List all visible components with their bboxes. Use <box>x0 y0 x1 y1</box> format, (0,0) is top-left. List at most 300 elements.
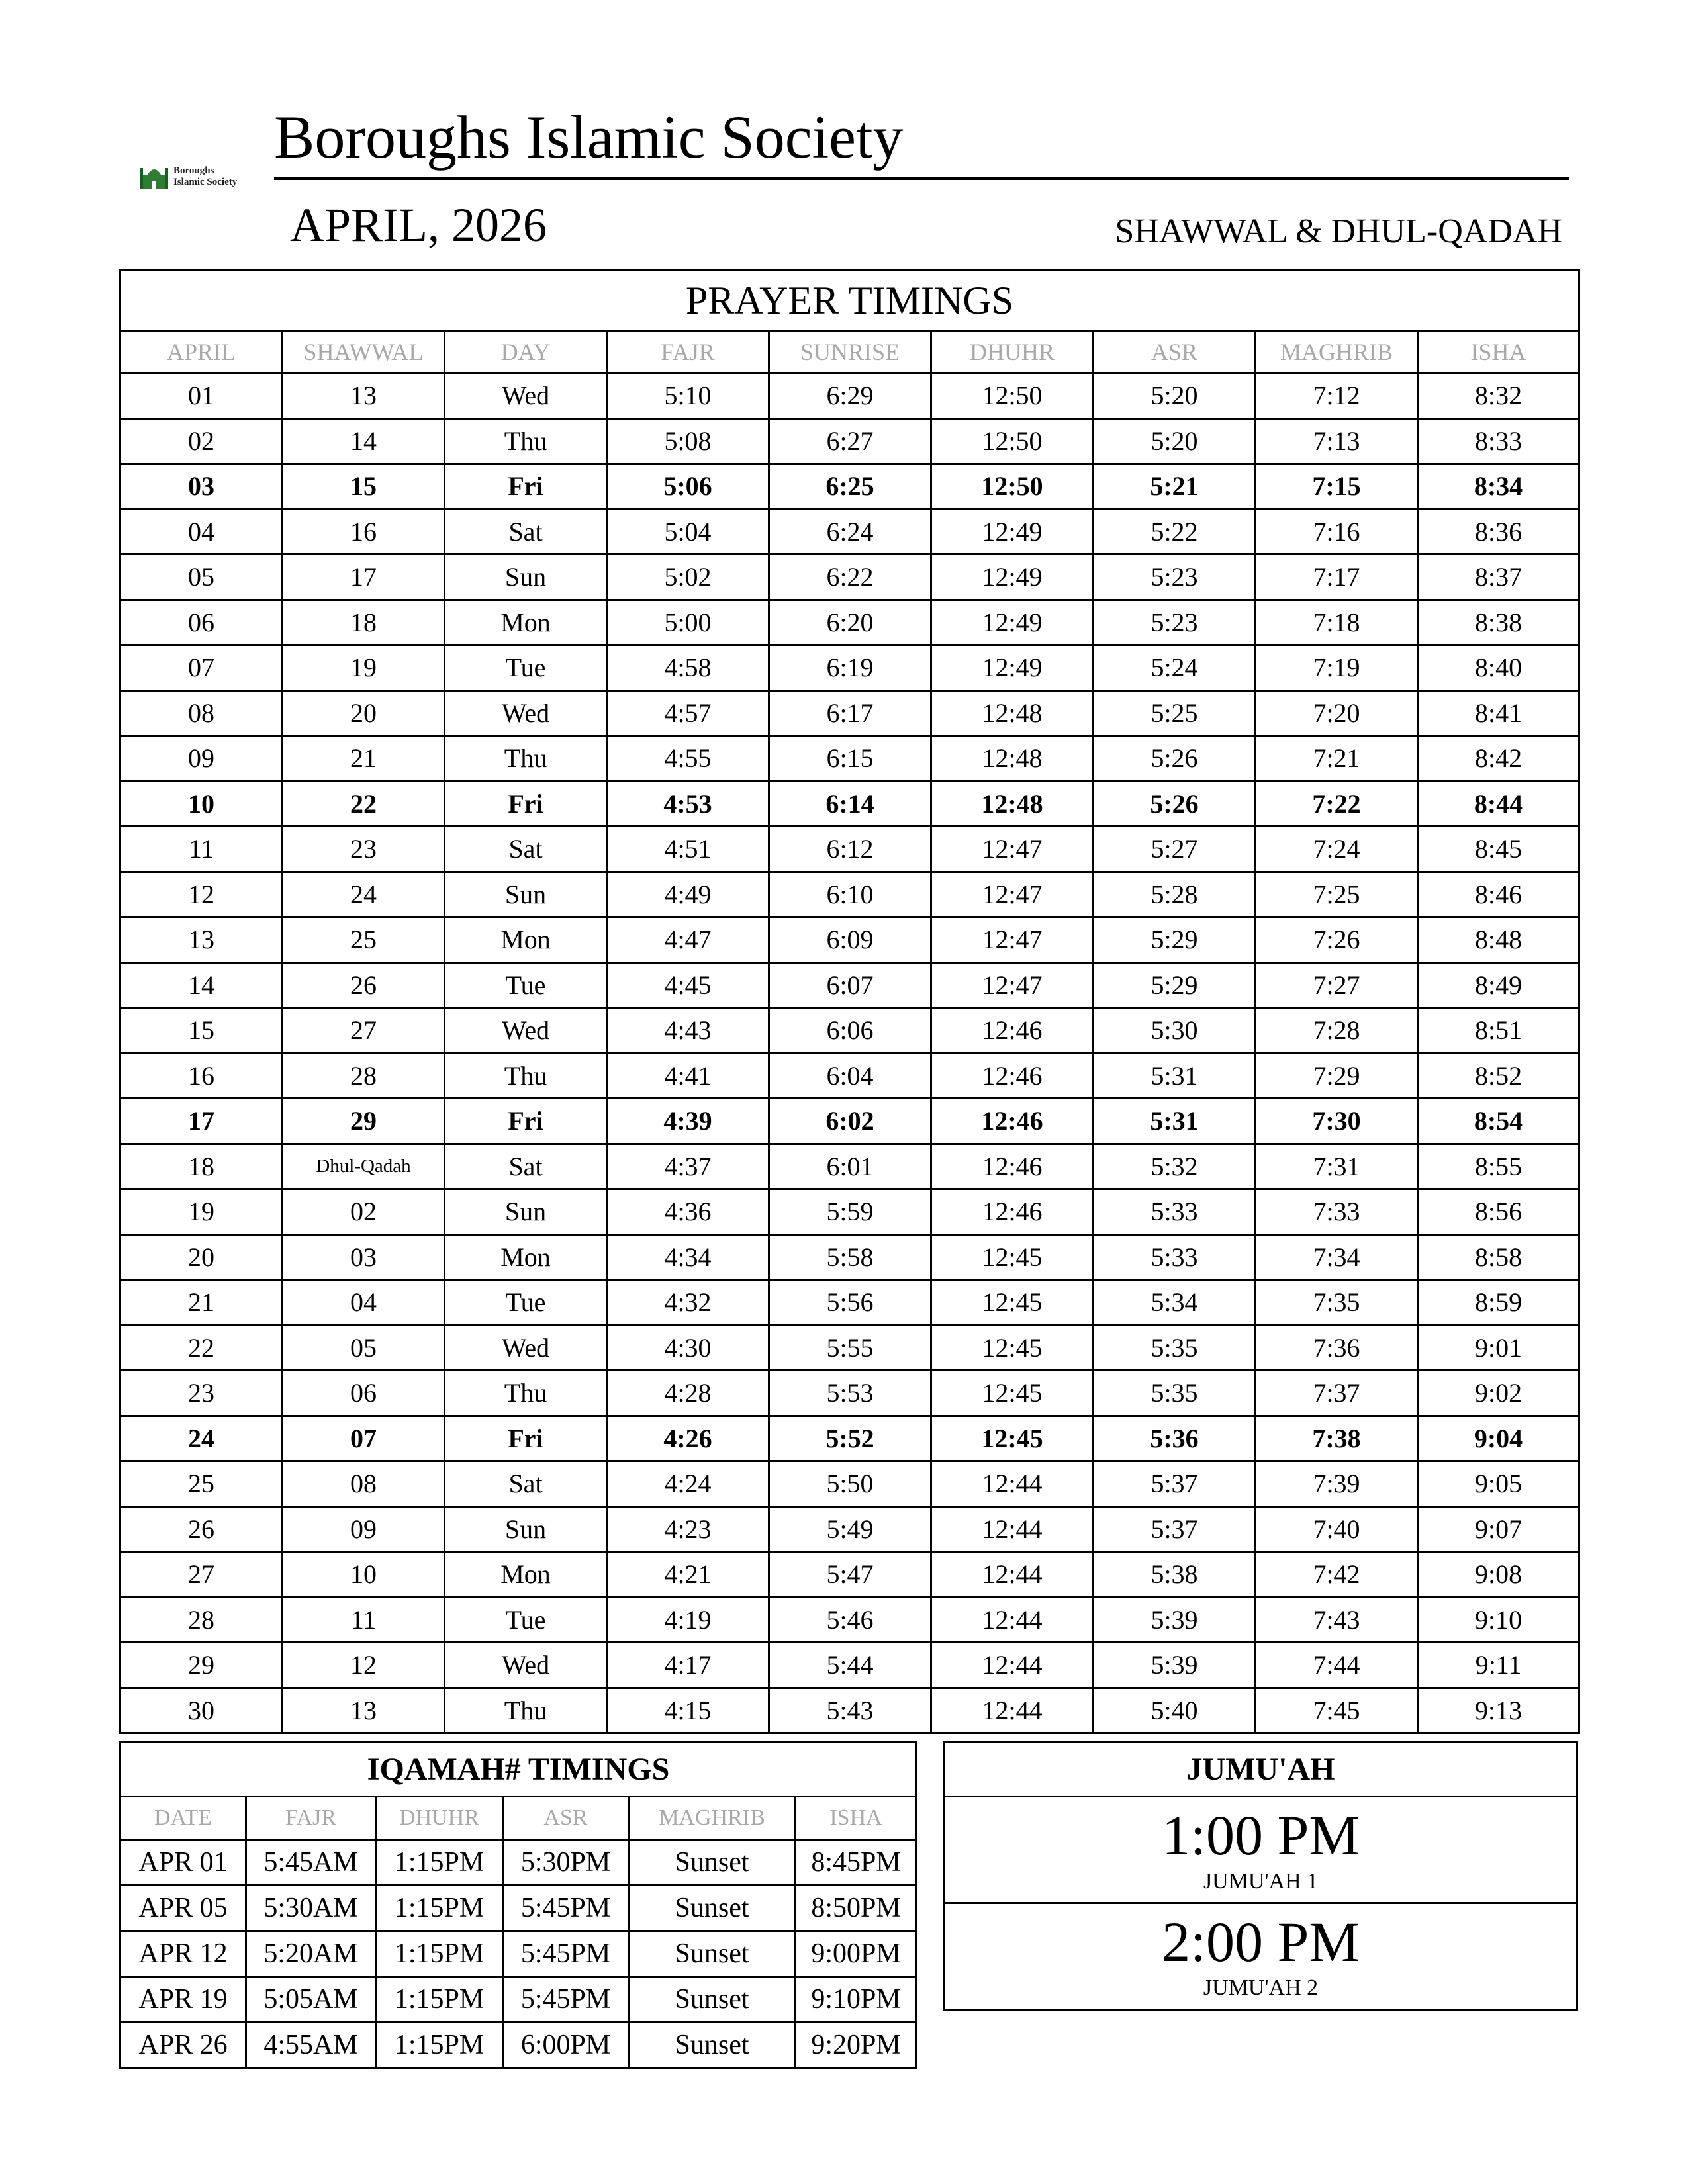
table-cell: 6:00PM <box>503 2023 629 2068</box>
table-cell: 5:47 <box>769 1552 931 1598</box>
table-cell: 08 <box>120 690 283 736</box>
table-cell: 6:01 <box>769 1144 931 1189</box>
table-cell: 03 <box>120 464 283 510</box>
table-cell: Thu <box>445 1688 607 1733</box>
table-cell: Sunset <box>629 1886 796 1931</box>
table-cell: Sunset <box>629 1977 796 2023</box>
table-cell: Sunset <box>629 2023 796 2068</box>
table-row <box>120 555 1579 600</box>
table-cell: 14 <box>120 962 283 1008</box>
table-cell: 27 <box>283 1008 445 1054</box>
table-row <box>120 1688 1579 1733</box>
society-logo <box>139 158 257 196</box>
table-cell: 4:37 <box>607 1144 769 1189</box>
table-cell: 6:02 <box>769 1099 931 1144</box>
table-cell: 5:46 <box>769 1597 931 1643</box>
table-cell: 5:32 <box>1094 1144 1256 1189</box>
table-cell: 20 <box>283 690 445 736</box>
table-cell: 4:19 <box>607 1597 769 1643</box>
table-cell: 12:46 <box>931 1144 1094 1189</box>
table-cell: 6:17 <box>769 690 931 736</box>
table-cell: 9:11 <box>1418 1643 1579 1688</box>
table-cell: 5:59 <box>769 1189 931 1235</box>
table-cell: Sun <box>445 1189 607 1235</box>
table-cell: 7:24 <box>1256 827 1418 872</box>
table-cell: Dhul-Qadah <box>283 1144 445 1189</box>
table-cell: 5:55 <box>769 1325 931 1371</box>
table-cell: APR 19 <box>120 1977 246 2023</box>
table-cell: 6:12 <box>769 827 931 872</box>
table-cell: 09 <box>120 736 283 782</box>
table-cell: 29 <box>120 1643 283 1688</box>
table-cell: 12:44 <box>931 1461 1094 1507</box>
table-row <box>120 1840 917 1886</box>
table-cell: 12:48 <box>931 736 1094 782</box>
table-cell: 12:46 <box>931 1189 1094 1235</box>
table-cell: 5:39 <box>1094 1643 1256 1688</box>
table-row <box>120 1977 917 2023</box>
table-cell: 12:47 <box>931 827 1094 872</box>
table-cell: 12 <box>120 872 283 917</box>
table-row <box>120 1189 1579 1235</box>
prayer-col-day: DAY <box>445 332 607 373</box>
table-cell: 7:42 <box>1256 1552 1418 1598</box>
table-cell: 12:44 <box>931 1597 1094 1643</box>
table-cell: 17 <box>120 1099 283 1144</box>
table-cell: 8:59 <box>1418 1280 1579 1326</box>
iqamah-col-asr: ASR <box>503 1797 629 1840</box>
table-cell: 5:20 <box>1094 418 1256 464</box>
table-cell: Sat <box>445 1144 607 1189</box>
table-cell: 5:33 <box>1094 1189 1256 1235</box>
table-cell: 4:49 <box>607 872 769 917</box>
table-cell: 7:28 <box>1256 1008 1418 1054</box>
table-cell: 7:26 <box>1256 917 1418 963</box>
table-cell: 11 <box>283 1597 445 1643</box>
table-cell: 5:37 <box>1094 1506 1256 1552</box>
table-cell: 12:45 <box>931 1280 1094 1326</box>
jumuah-1-label: JUMU'AH 1 <box>1203 1869 1319 1893</box>
table-row <box>120 373 1579 419</box>
table-cell: Thu <box>445 418 607 464</box>
table-row <box>120 2023 917 2068</box>
table-cell: Wed <box>445 1325 607 1371</box>
table-cell: 4:45 <box>607 962 769 1008</box>
table-cell: 02 <box>120 418 283 464</box>
table-cell: 12:48 <box>931 690 1094 736</box>
table-cell: 5:27 <box>1094 827 1256 872</box>
table-cell: 12:45 <box>931 1234 1094 1280</box>
table-cell: 6:14 <box>769 781 931 827</box>
table-cell: 12:47 <box>931 962 1094 1008</box>
table-row <box>120 1008 1579 1054</box>
table-cell: 5:38 <box>1094 1552 1256 1598</box>
table-cell: 8:49 <box>1418 962 1579 1008</box>
table-row <box>120 962 1579 1008</box>
table-cell: 4:58 <box>607 645 769 691</box>
table-cell: Mon <box>445 600 607 645</box>
table-cell: 7:30 <box>1256 1099 1418 1144</box>
table-cell: 8:37 <box>1418 555 1579 600</box>
table-cell: 4:34 <box>607 1234 769 1280</box>
table-cell: 7:12 <box>1256 373 1418 419</box>
table-row <box>120 1643 1579 1688</box>
title-divider <box>274 177 1569 180</box>
table-cell: 9:08 <box>1418 1552 1579 1598</box>
table-cell: 12:44 <box>931 1506 1094 1552</box>
table-cell: 5:28 <box>1094 872 1256 917</box>
table-cell: 7:35 <box>1256 1280 1418 1326</box>
table-row <box>120 1371 1579 1416</box>
table-cell: 5:45PM <box>503 1931 629 1977</box>
table-cell: 8:40 <box>1418 645 1579 691</box>
table-cell: 20 <box>120 1234 283 1280</box>
table-cell: 5:34 <box>1094 1280 1256 1326</box>
table-cell: APR 05 <box>120 1886 246 1931</box>
table-cell: Mon <box>445 1234 607 1280</box>
table-cell: 5:00 <box>607 600 769 645</box>
table-cell: 5:06 <box>607 464 769 510</box>
iqamah-col-dhuhr: DHUHR <box>376 1797 503 1840</box>
table-cell: 4:53 <box>607 781 769 827</box>
table-cell: 5:20 <box>1094 373 1256 419</box>
table-cell: 8:52 <box>1418 1053 1579 1099</box>
table-cell: 5:10 <box>607 373 769 419</box>
table-cell: 5:58 <box>769 1234 931 1280</box>
prayer-timings-table <box>119 269 1580 1734</box>
table-cell: 1:15PM <box>376 1840 503 1886</box>
table-cell: 21 <box>120 1280 283 1326</box>
table-cell: 12:49 <box>931 555 1094 600</box>
table-cell: 22 <box>283 781 445 827</box>
table-row <box>120 464 1579 510</box>
table-cell: 18 <box>120 1144 283 1189</box>
table-cell: 4:26 <box>607 1416 769 1461</box>
table-cell: 8:36 <box>1418 509 1579 555</box>
table-cell: 1:15PM <box>376 1886 503 1931</box>
table-cell: 6:15 <box>769 736 931 782</box>
table-cell: Sat <box>445 509 607 555</box>
table-cell: 16 <box>283 509 445 555</box>
table-cell: 23 <box>283 827 445 872</box>
table-cell: 5:31 <box>1094 1053 1256 1099</box>
table-cell: 07 <box>120 645 283 691</box>
month-label: APRIL, 2026 <box>290 199 547 251</box>
table-row <box>120 1325 1579 1371</box>
table-cell: 05 <box>120 555 283 600</box>
table-row <box>120 827 1579 872</box>
table-cell: 9:07 <box>1418 1506 1579 1552</box>
table-cell: 7:13 <box>1256 418 1418 464</box>
page-title: Boroughs Islamic Society <box>274 103 904 171</box>
prayer-col-april: APRIL <box>120 332 283 373</box>
table-cell: 5:56 <box>769 1280 931 1326</box>
table-cell: 5:29 <box>1094 962 1256 1008</box>
table-cell: 5:45PM <box>503 1886 629 1931</box>
table-cell: 12:44 <box>931 1688 1094 1733</box>
table-row <box>120 1144 1579 1189</box>
table-cell: Wed <box>445 690 607 736</box>
table-cell: Mon <box>445 1552 607 1598</box>
table-cell: 5:45PM <box>503 1977 629 2023</box>
hijri-months-label: SHAWWAL & DHUL-QADAH <box>1115 212 1562 250</box>
table-row <box>120 600 1579 645</box>
prayer-header-row <box>120 332 1579 373</box>
table-cell: 7:40 <box>1256 1506 1418 1552</box>
table-cell: 6:10 <box>769 872 931 917</box>
table-cell: 4:55AM <box>246 2023 376 2068</box>
table-cell: Thu <box>445 1371 607 1416</box>
table-cell: 06 <box>120 600 283 645</box>
table-cell: 5:26 <box>1094 736 1256 782</box>
table-cell: 07 <box>283 1416 445 1461</box>
iqamah-timings-table <box>119 1741 917 2069</box>
table-cell: 8:56 <box>1418 1189 1579 1235</box>
table-cell: 7:18 <box>1256 600 1418 645</box>
table-cell: 5:23 <box>1094 555 1256 600</box>
table-cell: 10 <box>120 781 283 827</box>
table-cell: 8:34 <box>1418 464 1579 510</box>
table-cell: 04 <box>120 509 283 555</box>
table-row <box>120 690 1579 736</box>
table-cell: 13 <box>120 917 283 963</box>
table-cell: 8:51 <box>1418 1008 1579 1054</box>
table-cell: 8:32 <box>1418 373 1579 419</box>
table-cell: 4:57 <box>607 690 769 736</box>
table-cell: 18 <box>283 600 445 645</box>
table-cell: APR 26 <box>120 2023 246 2068</box>
table-cell: 5:53 <box>769 1371 931 1416</box>
table-row <box>120 1280 1579 1326</box>
iqamah-body <box>120 1840 917 2068</box>
table-cell: 12:45 <box>931 1416 1094 1461</box>
table-cell: 5:40 <box>1094 1688 1256 1733</box>
table-cell: 9:00PM <box>796 1931 917 1977</box>
table-cell: 5:44 <box>769 1643 931 1688</box>
table-cell: 5:22 <box>1094 509 1256 555</box>
table-cell: 7:29 <box>1256 1053 1418 1099</box>
table-cell: 12 <box>283 1643 445 1688</box>
logo-text: Boroughs Islamic Society <box>173 165 238 187</box>
iqamah-timings-title: IQAMAH# TIMINGS <box>120 1742 917 1797</box>
iqamah-col-date: DATE <box>120 1797 246 1840</box>
table-cell: 5:36 <box>1094 1416 1256 1461</box>
jumuah-title: JUMU'AH <box>945 1742 1577 1797</box>
table-cell: 7:39 <box>1256 1461 1418 1507</box>
jumuah-2-time: 2:00 PM <box>1162 1910 1360 1974</box>
table-cell: 5:50 <box>769 1461 931 1507</box>
table-cell: 7:19 <box>1256 645 1418 691</box>
table-cell: 8:54 <box>1418 1099 1579 1144</box>
table-cell: 19 <box>120 1189 283 1235</box>
table-cell: 02 <box>283 1189 445 1235</box>
table-cell: 12:47 <box>931 872 1094 917</box>
table-cell: 27 <box>120 1552 283 1598</box>
table-cell: 13 <box>283 1688 445 1733</box>
table-cell: 12:49 <box>931 600 1094 645</box>
table-cell: 4:41 <box>607 1053 769 1099</box>
table-cell: 12:50 <box>931 464 1094 510</box>
table-cell: Thu <box>445 736 607 782</box>
table-cell: 22 <box>120 1325 283 1371</box>
table-cell: 21 <box>283 736 445 782</box>
table-cell: 9:05 <box>1418 1461 1579 1507</box>
table-cell: 6:19 <box>769 645 931 691</box>
table-cell: 26 <box>283 962 445 1008</box>
table-row <box>120 736 1579 782</box>
table-cell: Sun <box>445 555 607 600</box>
table-cell: APR 01 <box>120 1840 246 1886</box>
table-cell: 12:46 <box>931 1099 1094 1144</box>
table-cell: 12:45 <box>931 1325 1094 1371</box>
table-cell: 7:43 <box>1256 1597 1418 1643</box>
table-cell: 04 <box>283 1280 445 1326</box>
iqamah-col-maghrib: MAGHRIB <box>629 1797 796 1840</box>
table-cell: Fri <box>445 781 607 827</box>
table-cell: 8:41 <box>1418 690 1579 736</box>
table-cell: 9:02 <box>1418 1371 1579 1416</box>
table-cell: 03 <box>283 1234 445 1280</box>
table-row <box>120 645 1579 691</box>
table-cell: 4:43 <box>607 1008 769 1054</box>
table-cell: 26 <box>120 1506 283 1552</box>
table-cell: 12:44 <box>931 1643 1094 1688</box>
table-row <box>120 1099 1579 1144</box>
table-cell: 7:38 <box>1256 1416 1418 1461</box>
table-cell: 6:20 <box>769 600 931 645</box>
table-cell: 5:31 <box>1094 1099 1256 1144</box>
table-cell: 6:22 <box>769 555 931 600</box>
table-cell: Tue <box>445 1597 607 1643</box>
table-row <box>120 1597 1579 1643</box>
table-cell: 1:15PM <box>376 1931 503 1977</box>
table-row <box>120 1053 1579 1099</box>
table-cell: 5:20AM <box>246 1931 376 1977</box>
table-cell: 4:28 <box>607 1371 769 1416</box>
mosque-icon <box>139 161 169 192</box>
table-cell: 29 <box>283 1099 445 1144</box>
table-cell: Tue <box>445 645 607 691</box>
table-cell: 5:35 <box>1094 1371 1256 1416</box>
table-cell: 16 <box>120 1053 283 1099</box>
table-cell: 9:04 <box>1418 1416 1579 1461</box>
table-row <box>120 1886 917 1931</box>
table-cell: 7:44 <box>1256 1643 1418 1688</box>
table-cell: 4:30 <box>607 1325 769 1371</box>
table-cell: 4:24 <box>607 1461 769 1507</box>
table-cell: 5:05AM <box>246 1977 376 2023</box>
table-cell: 4:51 <box>607 827 769 872</box>
table-cell: 05 <box>283 1325 445 1371</box>
table-cell: Sun <box>445 1506 607 1552</box>
table-cell: 9:13 <box>1418 1688 1579 1733</box>
table-cell: 4:55 <box>607 736 769 782</box>
table-cell: 5:29 <box>1094 917 1256 963</box>
table-cell: 19 <box>283 645 445 691</box>
table-cell: 8:58 <box>1418 1234 1579 1280</box>
table-cell: 6:04 <box>769 1053 931 1099</box>
table-cell: 6:09 <box>769 917 931 963</box>
table-cell: 13 <box>283 373 445 419</box>
table-cell: 5:43 <box>769 1688 931 1733</box>
table-cell: 23 <box>120 1371 283 1416</box>
table-cell: 6:29 <box>769 373 931 419</box>
table-cell: Mon <box>445 917 607 963</box>
table-cell: Fri <box>445 464 607 510</box>
table-row <box>120 509 1579 555</box>
table-cell: 8:45PM <box>796 1840 917 1886</box>
table-cell: 4:47 <box>607 917 769 963</box>
table-row <box>120 1461 1579 1507</box>
table-cell: 4:15 <box>607 1688 769 1733</box>
table-cell: Tue <box>445 1280 607 1326</box>
table-row <box>120 418 1579 464</box>
table-cell: 5:23 <box>1094 600 1256 645</box>
table-cell: 4:32 <box>607 1280 769 1326</box>
table-cell: 17 <box>283 555 445 600</box>
prayer-col-sunrise: SUNRISE <box>769 332 931 373</box>
table-cell: 5:49 <box>769 1506 931 1552</box>
table-cell: 8:44 <box>1418 781 1579 827</box>
table-cell: 5:02 <box>607 555 769 600</box>
table-row <box>120 1552 1579 1598</box>
jumuah-2-label: JUMU'AH 2 <box>1203 1976 1319 2000</box>
table-row <box>120 781 1579 827</box>
table-cell: 5:45AM <box>246 1840 376 1886</box>
table-cell: 4:21 <box>607 1552 769 1598</box>
table-cell: 5:25 <box>1094 690 1256 736</box>
table-cell: 5:52 <box>769 1416 931 1461</box>
table-cell: 1:15PM <box>376 2023 503 2068</box>
prayer-timings-title: PRAYER TIMINGS <box>120 270 1579 332</box>
jumuah-1-time: 1:00 PM <box>1162 1803 1360 1867</box>
table-cell: 5:24 <box>1094 645 1256 691</box>
table-cell: 7:34 <box>1256 1234 1418 1280</box>
table-cell: Sat <box>445 1461 607 1507</box>
table-cell: 12:46 <box>931 1053 1094 1099</box>
table-cell: 1:15PM <box>376 1977 503 2023</box>
table-cell: 28 <box>283 1053 445 1099</box>
table-cell: Sat <box>445 827 607 872</box>
table-cell: Sun <box>445 872 607 917</box>
table-cell: Fri <box>445 1416 607 1461</box>
table-cell: 4:17 <box>607 1643 769 1688</box>
table-cell: 5:39 <box>1094 1597 1256 1643</box>
table-cell: 6:06 <box>769 1008 931 1054</box>
table-cell: 4:36 <box>607 1189 769 1235</box>
table-row <box>120 1416 1579 1461</box>
table-cell: 15 <box>283 464 445 510</box>
table-cell: 4:39 <box>607 1099 769 1144</box>
table-cell: Tue <box>445 962 607 1008</box>
table-cell: 8:38 <box>1418 600 1579 645</box>
table-cell: 12:44 <box>931 1552 1094 1598</box>
table-cell: APR 12 <box>120 1931 246 1977</box>
table-cell: 5:26 <box>1094 781 1256 827</box>
table-cell: 7:37 <box>1256 1371 1418 1416</box>
table-cell: 12:47 <box>931 917 1094 963</box>
table-cell: 8:45 <box>1418 827 1579 872</box>
table-cell: 7:36 <box>1256 1325 1418 1371</box>
table-cell: 7:16 <box>1256 509 1418 555</box>
table-cell: 30 <box>120 1688 283 1733</box>
table-cell: 11 <box>120 827 283 872</box>
prayer-col-dhuhr: DHUHR <box>931 332 1094 373</box>
jumuah-slot-1 <box>945 1797 1577 1903</box>
table-row <box>120 917 1579 963</box>
table-cell: 14 <box>283 418 445 464</box>
table-cell: 9:01 <box>1418 1325 1579 1371</box>
